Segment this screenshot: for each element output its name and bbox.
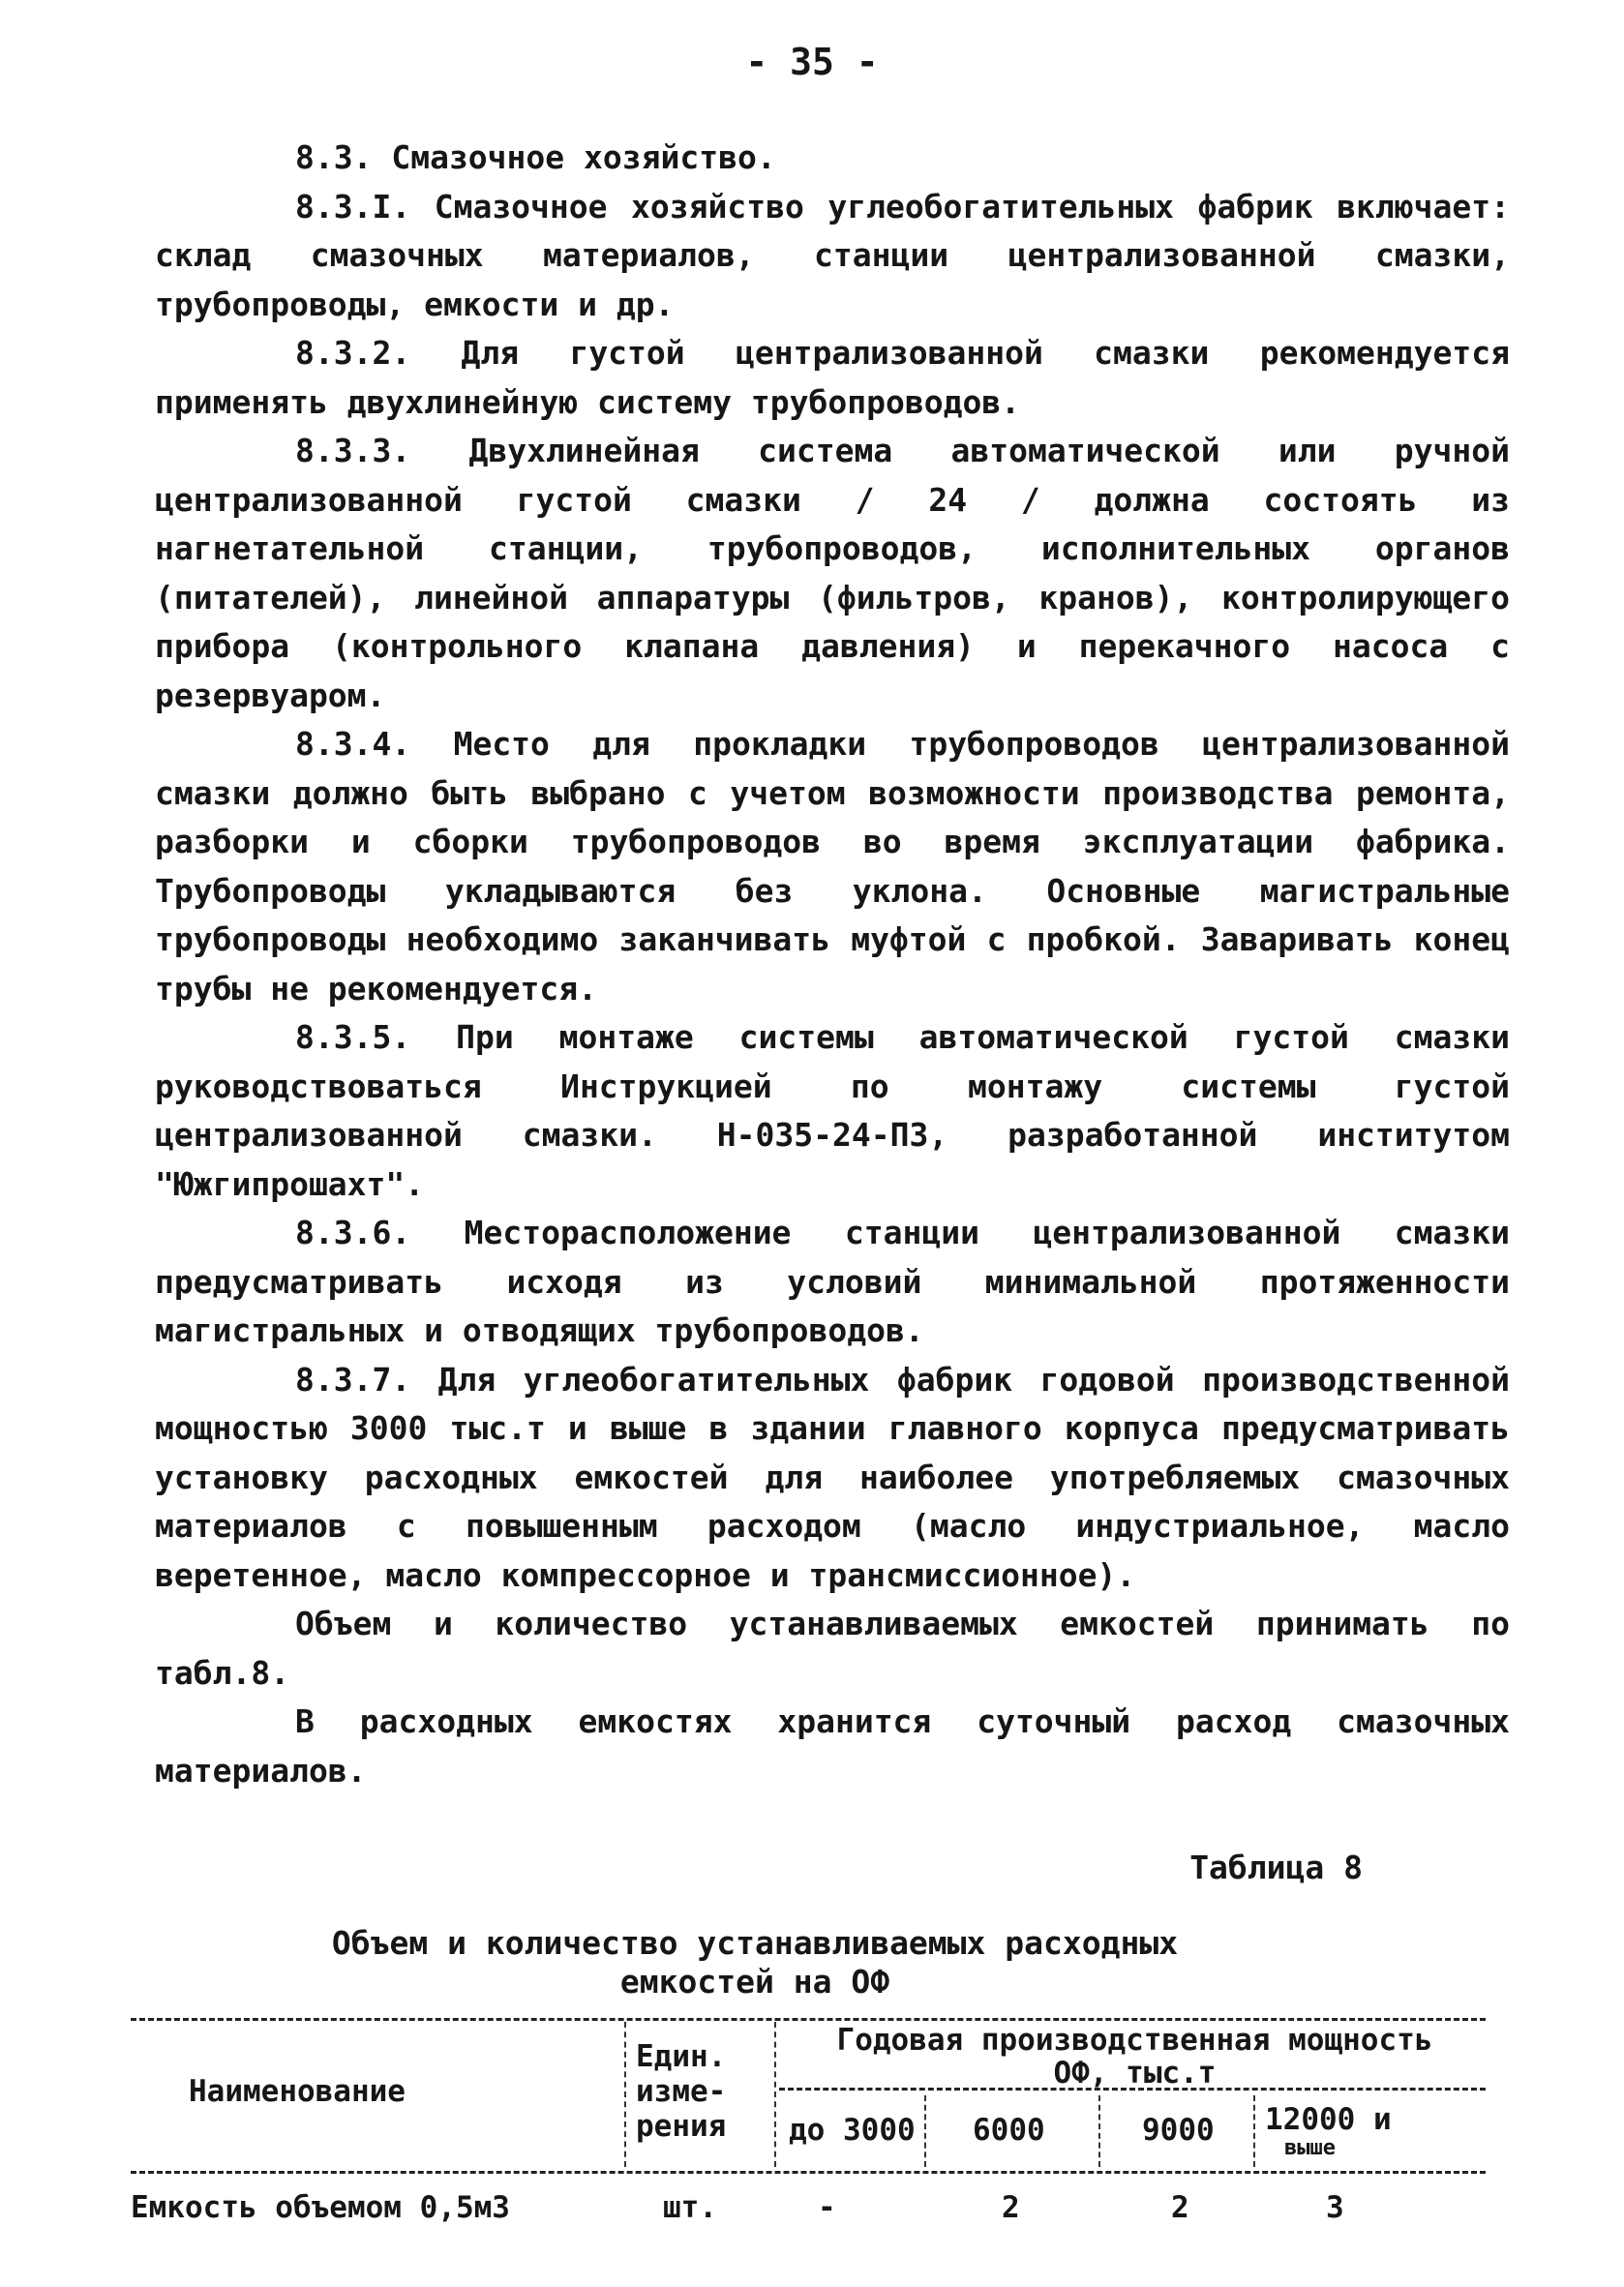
paragraph: 8.3.5. При монтаже системы автоматической густой смазки руководствоваться Инструкцией по монтажу системы густой централизованной смазки. Н-035-24-ПЗ, разработанной институтом "Южгипрошахт".: [155, 1018, 1510, 1203]
column-header-col3: 9000: [1142, 2113, 1215, 2148]
paragraph: В расходных емкостях хранится суточный расход смазочных материалов.: [155, 1702, 1510, 1790]
table-cell-unit: шт.: [663, 2190, 717, 2225]
table-column-rule: [774, 2022, 776, 2167]
paragraph: 8.3.2. Для густой централизованной смазки рекомендуется применять двухлинейную систему трубопроводов.: [155, 334, 1510, 421]
header-line: выше: [1284, 2136, 1336, 2160]
table-cell-name: Емкость объемом 0,5м3: [131, 2190, 510, 2225]
page-number: - 35 -: [745, 41, 879, 83]
table-title-line: Объем и количество устанавливаемых расходных: [331, 1924, 1179, 1962]
paragraph: 8.3.I. Смазочное хозяйство углеобогатительных фабрик включает: склад смазочных материалов, станции централизованной смазки, трубопроводы, емкости и др.: [155, 187, 1510, 323]
table-cell-value: 2: [1002, 2190, 1020, 2225]
paragraph: 8.3.3. Двухлинейная система автоматической или ручной централизованной густой смазки / 24 / должна состоять из нагнетательной станции, трубопроводов, исполнительных органов (питателей), линейной аппаратуры (фильтров, кранов), контролирующего прибора (контрольного клапана давления) и перекачного насоса с резервуаром.: [155, 432, 1510, 714]
column-header-name: Наименование: [189, 2074, 406, 2109]
section-heading: 8.3. Смазочное хозяйство.: [295, 138, 776, 176]
header-line: ОФ, тыс.т: [1053, 2056, 1217, 2091]
table-column-rule: [1098, 2095, 1100, 2167]
table-column-rule: [924, 2095, 926, 2167]
table-title: [271, 1924, 1239, 2001]
paragraph: 8.3.4. Место для прокладки трубопроводов централизованной смазки должно быть выбрано с учетом возможности производства ремонта, разборки и сборки трубопроводов во время эксплуатации фабрика. Трубопроводы укладываются без уклона. Основные магистральные трубопроводы необходимо заканчивать муфтой с пробкой. Заваривать конец трубы не рекомендуется.: [155, 725, 1510, 1008]
table-caption: Таблица 8: [1189, 1849, 1363, 1886]
table-rule: [131, 2018, 1486, 2021]
table-column-rule: [1253, 2095, 1255, 2167]
header-line: Годовая производственная мощность: [836, 2023, 1433, 2058]
column-header-col2: 6000: [973, 2113, 1045, 2148]
table-cell-value: 2: [1171, 2190, 1189, 2225]
paragraph: 8.3.6. Месторасположение станции централизованной смазки предусматривать исходя из условий минимальной протяженности магистральных и отводящих трубопроводов.: [155, 1214, 1510, 1349]
header-line: Един.: [636, 2039, 727, 2074]
column-header-col4: [1265, 2102, 1392, 2163]
table-column-rule: [624, 2022, 626, 2167]
body-text: [155, 134, 1510, 1795]
header-line: 12000 и: [1265, 2102, 1392, 2137]
table-cell-value: 3: [1326, 2190, 1344, 2225]
table-cell-value: -: [818, 2190, 836, 2225]
column-header-col1: до 3000: [789, 2113, 916, 2148]
column-header-capacity: [784, 2024, 1486, 2090]
paragraph: 8.3.7. Для углеобогатительных фабрик годовой производственной мощностью 3000 тыс.т и выше в здании главного корпуса предусматривать установку расходных емкостей для наиболее употребляемых смазочных материалов с повышенным расходом (масло индустриальное, масло веретенное, масло компрессорное и трансмиссионное).: [155, 1360, 1510, 1594]
table-title-line: емкостей на ОФ: [619, 1963, 890, 2001]
column-header-unit: [636, 2039, 726, 2144]
paragraph: Объем и количество устанавливаемых емкостей принимать по табл.8.: [155, 1605, 1510, 1692]
header-line: изме-: [636, 2074, 727, 2109]
table-rule: [131, 2171, 1486, 2174]
header-line: рения: [636, 2109, 727, 2144]
